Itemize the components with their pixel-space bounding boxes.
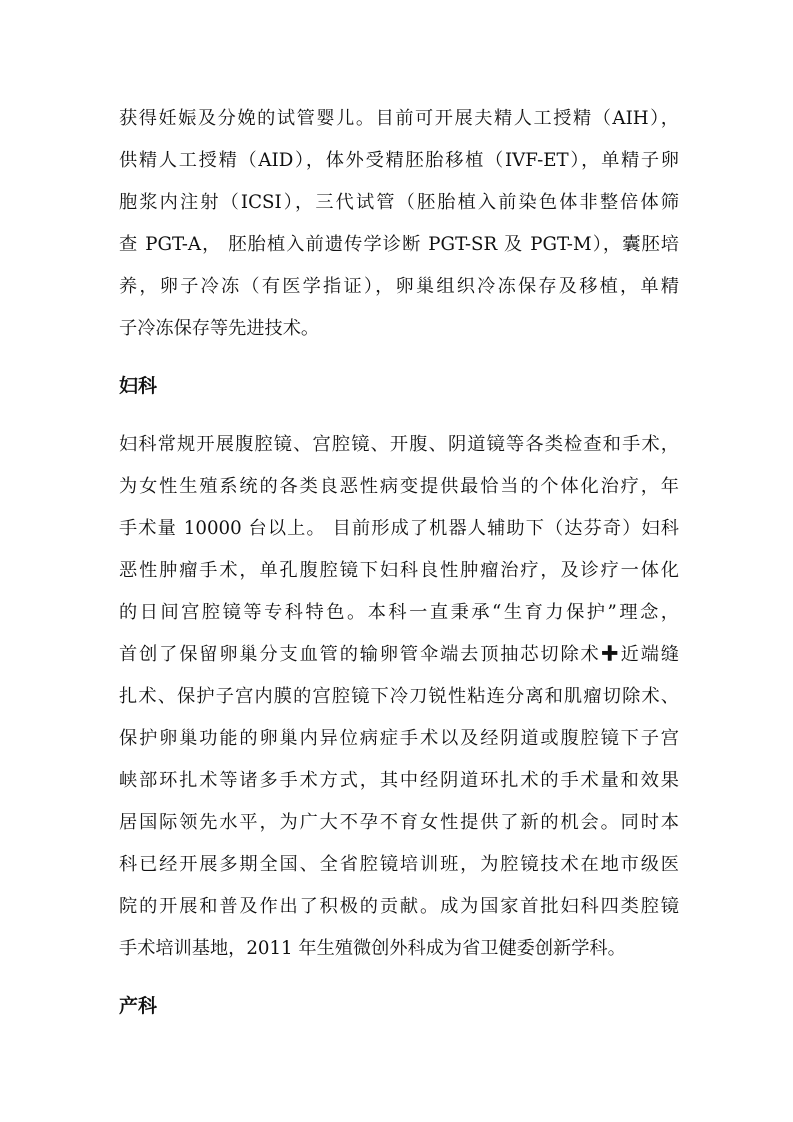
paragraph-line: 子冷冻保存等先进技术。 <box>119 318 320 339</box>
paragraph-line: 恶性肿瘤手术，单孔腹腔镜下妇科良性肿瘤治疗，及诊疗一体化 <box>119 560 679 581</box>
paragraph-line: 胞浆内注射（ICSI），三代试管（胚胎植入前染色体非整倍体筛 <box>119 192 679 213</box>
section-heading-obstetrics: 产科 <box>119 995 158 1017</box>
paragraph-line: 养，卵子冷冻（有医学指证），卵巢组织冷冻保存及移植，单精 <box>119 276 679 297</box>
paragraph-line: 扎术、保护子宫内膜的宫腔镜下冷刀锐性粘连分离和肌瘤切除术、 <box>119 686 679 707</box>
paragraph-line: 手术培训基地，2011 年生殖微创外科成为省卫健委创新学科。 <box>119 938 626 959</box>
paragraph-line: 供精人工授精（AID），体外受精胚胎移植（IVF-ET），单精子卵 <box>119 150 679 171</box>
paragraph-line: 首创了保留卵巢分支血管的输卵管伞端去顶抽芯切除术✚近端缝 <box>119 644 679 665</box>
paragraph-line: 峡部环扎术等诸多手术方式，其中经阴道环扎术的手术量和效果 <box>119 770 679 791</box>
section-heading-gynecology: 妇科 <box>119 375 158 397</box>
paragraph-line: 院的开展和普及作出了积极的贡献。成为国家首批妇科四类腔镜 <box>119 896 679 917</box>
paragraph-line: 保护卵巢功能的卵巢内异位病症手术以及经阴道或腹腔镜下子宫 <box>119 728 679 749</box>
paragraph-line: 科已经开展多期全国、全省腔镜培训班，为腔镜技术在地市级医 <box>119 854 679 875</box>
paragraph-line: 为女性生殖系统的各类良恶性病变提供最恰当的个体化治疗，年 <box>119 476 679 497</box>
paragraph-line: 获得妊娠及分娩的试管婴儿。目前可开展夫精人工授精（AIH）， <box>119 108 679 129</box>
paragraph-line: 妇科常规开展腹腔镜、宫腔镜、开腹、阴道镜等各类检查和手术， <box>119 434 679 455</box>
paragraph-line: 的日间宫腔镜等专科特色。本科一直秉承“生育力保护”理念， <box>119 602 679 623</box>
paragraph-line: 居国际领先水平，为广大不孕不育女性提供了新的机会。同时本 <box>119 812 679 833</box>
paragraph-line: 手术量 10000 台以上。 目前形成了机器人辅助下（达芬奇）妇科 <box>119 518 679 539</box>
paragraph-line: 查 PGT-A， 胚胎植入前遗传学诊断 PGT-SR 及 PGT-M），囊胚培 <box>119 234 679 255</box>
